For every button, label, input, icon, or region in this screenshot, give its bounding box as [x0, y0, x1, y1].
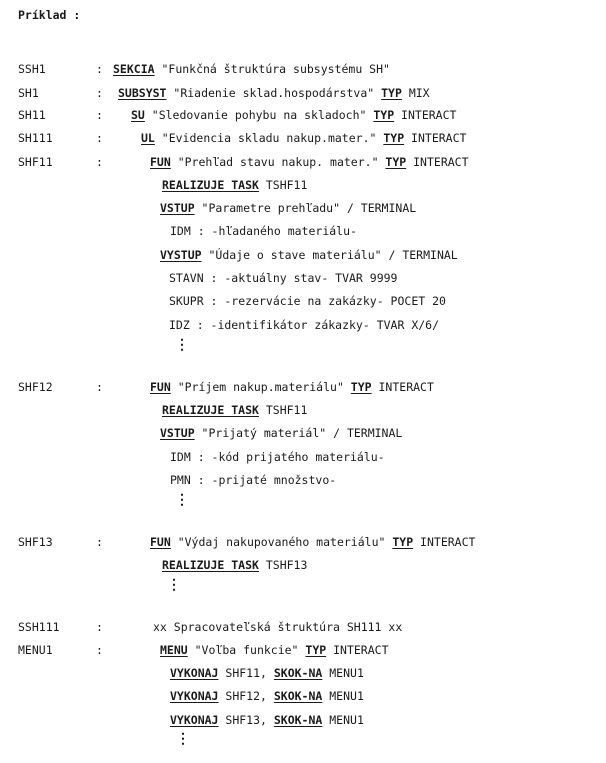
line-statement	[160, 248, 458, 262]
keyword: SUBSYST	[118, 86, 167, 100]
line-label: SHF11	[18, 155, 53, 169]
keyword: SEKCIA	[113, 62, 155, 76]
label-separator: :	[96, 380, 103, 394]
label-separator: :	[96, 86, 103, 100]
line-statement	[170, 473, 336, 487]
line-statement	[170, 713, 364, 727]
keyword: REALIZUJE TASK	[162, 403, 259, 417]
statement-text: "Parametre prehľadu" / TERMINAL	[194, 201, 417, 215]
statement-text: INTERACT	[413, 535, 476, 549]
keyword: TYP	[350, 380, 372, 394]
keyword: SKOK-NA	[273, 713, 323, 727]
statement-text: "Výdaj nakupovaného materiálu"	[170, 535, 393, 549]
keyword: VSTUP	[160, 201, 195, 215]
line-statement	[160, 426, 402, 440]
line-statement	[162, 178, 307, 192]
statement-text: SKUPR : -rezervácie na zakázky- POCET 20	[169, 294, 446, 308]
line-statement	[153, 620, 402, 634]
keyword: TYP	[385, 155, 407, 169]
line-label: SHF13	[18, 535, 53, 549]
line-label: SHF12	[18, 380, 53, 394]
example-heading: Príklad :	[18, 8, 81, 22]
keyword: SKOK-NA	[273, 666, 323, 680]
line-label: SSH1	[18, 62, 46, 76]
line-statement	[170, 224, 357, 238]
label-separator: :	[96, 643, 103, 657]
line-statement	[141, 131, 466, 145]
line-label: SSH111	[18, 620, 60, 634]
keyword: VYSTUP	[160, 248, 202, 262]
line-label: MENU1	[18, 643, 53, 657]
line-statement	[160, 643, 389, 657]
line-statement	[169, 271, 397, 285]
statement-text: SHF11,	[218, 666, 274, 680]
keyword: FUN	[150, 155, 171, 169]
keyword: VYKONAJ	[170, 666, 219, 680]
line-statement	[162, 558, 307, 572]
keyword: FUN	[150, 535, 171, 549]
line-statement	[160, 201, 416, 215]
line-label: SH11	[18, 108, 46, 122]
keyword: TYP	[381, 86, 402, 100]
statement-text: INTERACT	[404, 131, 467, 145]
statement-text: MIX	[401, 86, 430, 100]
statement-text: PMN : -prijaté množstvo-	[170, 473, 337, 487]
label-separator: :	[96, 108, 103, 122]
statement-text: "Údaje o stave materiálu" / TERMINAL	[201, 248, 458, 262]
line-statement	[150, 535, 475, 549]
keyword: TYP	[392, 535, 414, 549]
statement-text: SHF13,	[218, 713, 274, 727]
statement-text: "Príjem nakup.materiálu"	[170, 380, 351, 394]
keyword: TYP	[373, 108, 395, 122]
statement-text: IDM : -hľadaného materiálu-	[170, 224, 357, 238]
keyword: REALIZUJE TASK	[162, 558, 259, 572]
label-separator: :	[96, 131, 103, 145]
keyword: SU	[131, 108, 145, 122]
vertical-ellipsis: ⋮	[175, 492, 189, 508]
statement-text: MENU1	[322, 689, 364, 703]
statement-text: INTERACT	[371, 380, 434, 394]
statement-text: TSHF11	[258, 403, 308, 417]
keyword: TYP	[305, 643, 327, 657]
statement-text: MENU1	[322, 713, 364, 727]
line-statement	[169, 294, 446, 308]
statement-text: TSHF13	[258, 558, 308, 572]
statement-text: IDM : -kód prijatého materiálu-	[170, 450, 385, 464]
statement-text: STAVN : -aktuálny stav- TVAR 9999	[169, 271, 398, 285]
line-label: SH1	[18, 86, 39, 100]
label-separator: :	[96, 535, 103, 549]
statement-text: SHF12,	[218, 689, 274, 703]
keyword: REALIZUJE TASK	[162, 178, 259, 192]
line-statement	[169, 318, 439, 332]
line-statement	[170, 666, 364, 680]
keyword: VSTUP	[160, 426, 195, 440]
statement-text: MENU1	[322, 666, 364, 680]
statement-text: INTERACT	[406, 155, 469, 169]
line-statement	[113, 62, 390, 76]
line-statement	[170, 450, 385, 464]
line-label: SH111	[18, 131, 53, 145]
statement-text: "Voľba funkcie"	[187, 643, 306, 657]
statement-text: TSHF11	[258, 178, 308, 192]
statement-text: "Funkčná štruktúra subsystému SH"	[154, 62, 390, 76]
vertical-ellipsis: ⋮	[167, 577, 181, 593]
line-statement	[118, 86, 430, 100]
statement-text: "Evidencia skladu nakup.mater."	[154, 131, 384, 145]
keyword: VYKONAJ	[170, 689, 219, 703]
statement-text: INTERACT	[394, 108, 457, 122]
line-statement	[170, 689, 364, 703]
keyword: MENU	[160, 643, 188, 657]
line-statement	[162, 403, 307, 417]
line-statement	[131, 108, 456, 122]
vertical-ellipsis: ⋮	[175, 337, 189, 353]
line-statement	[150, 380, 434, 394]
statement-text: INTERACT	[326, 643, 389, 657]
label-separator: :	[96, 155, 103, 169]
vertical-ellipsis: ⋮	[176, 731, 190, 747]
keyword: FUN	[150, 380, 171, 394]
keyword: TYP	[383, 131, 405, 145]
label-separator: :	[96, 62, 103, 76]
label-separator: :	[96, 620, 103, 634]
statement-text: IDZ : -identifikátor zákazky- TVAR X/6/	[169, 318, 440, 332]
statement-text: "Riadenie sklad.hospodárstva"	[166, 86, 382, 100]
statement-text: "Prehľad stavu nakup. mater."	[170, 155, 386, 169]
statement-text: xx Spracovateľská štruktúra SH111 xx	[153, 620, 403, 634]
keyword: VYKONAJ	[170, 713, 219, 727]
keyword: SKOK-NA	[273, 689, 323, 703]
keyword: UL	[141, 131, 155, 145]
statement-text: "Prijatý materiál" / TERMINAL	[194, 426, 403, 440]
statement-text: "Sledovanie pohybu na skladoch"	[144, 108, 374, 122]
line-statement	[150, 155, 469, 169]
